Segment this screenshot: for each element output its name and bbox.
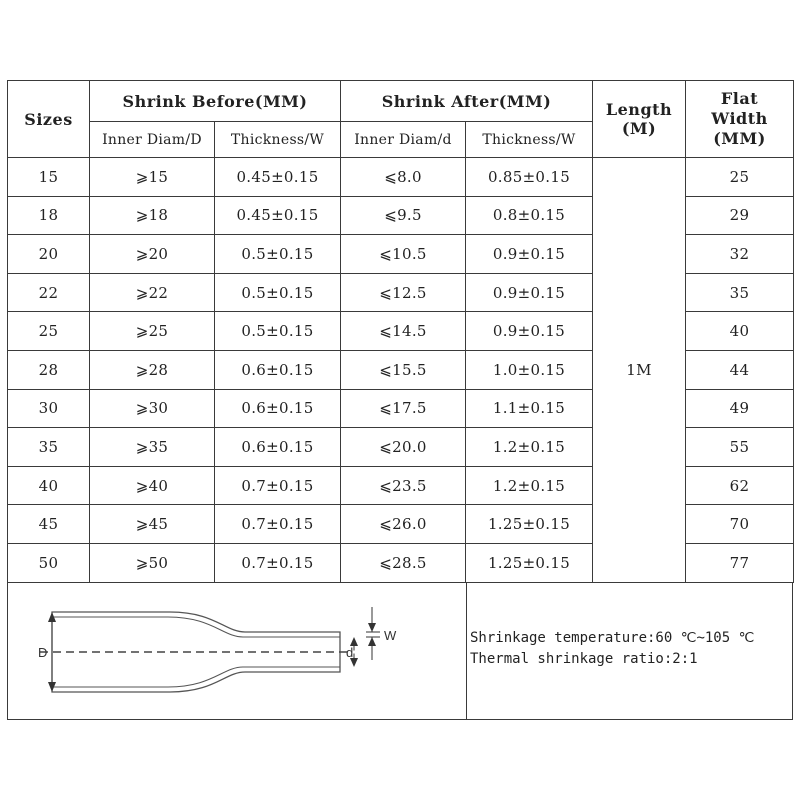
cell-size: 15 <box>8 158 90 197</box>
cell-thickness-before: 0.45±0.15 <box>215 196 341 235</box>
cell-thickness-before: 0.7±0.15 <box>215 505 341 544</box>
cell-inner-diam-D: ⩾28 <box>90 350 215 389</box>
header-length-line1: Length <box>605 100 673 119</box>
cell-flat-width: 70 <box>686 505 794 544</box>
cell-flat-width: 77 <box>686 543 794 582</box>
cell-thickness-after: 0.9±0.15 <box>466 235 593 274</box>
cell-thickness-after: 0.8±0.15 <box>466 196 593 235</box>
cell-thickness-after: 0.9±0.15 <box>466 312 593 351</box>
cell-inner-diam-D: ⩾25 <box>90 312 215 351</box>
cell-inner-diam-D: ⩾35 <box>90 428 215 467</box>
header-sizes: Sizes <box>8 81 90 158</box>
cell-thickness-before: 0.7±0.15 <box>215 466 341 505</box>
spec-table <box>7 80 794 583</box>
cell-flat-width: 32 <box>686 235 794 274</box>
tube-inner-wall-top <box>52 617 340 637</box>
tube-diagram <box>30 602 410 702</box>
cell-inner-diam-d: ⩽20.0 <box>341 428 466 467</box>
cell-inner-diam-d: ⩽12.5 <box>341 273 466 312</box>
cell-inner-diam-d: ⩽10.5 <box>341 235 466 274</box>
header-length <box>593 81 686 158</box>
tube-inner-wall-bottom <box>52 667 340 687</box>
cell-thickness-before: 0.5±0.15 <box>215 312 341 351</box>
table-body <box>8 158 794 583</box>
header-flat-width <box>686 81 794 158</box>
cell-inner-diam-d: ⩽23.5 <box>341 466 466 505</box>
cell-inner-diam-d: ⩽26.0 <box>341 505 466 544</box>
cell-size: 45 <box>8 505 90 544</box>
label-W: W <box>384 628 397 643</box>
cell-thickness-before: 0.6±0.15 <box>215 389 341 428</box>
header-flat-line3: (MM) <box>713 129 766 148</box>
cell-size: 40 <box>8 466 90 505</box>
cell-inner-diam-d: ⩽17.5 <box>341 389 466 428</box>
note-shrink-temperature: Shrinkage temperature:60 ℃~105 ℃ <box>470 630 755 646</box>
cell-flat-width: 25 <box>686 158 794 197</box>
header-shrink-before: Shrink Before(MM) <box>90 81 341 122</box>
label-d: d <box>346 645 354 660</box>
header-thickness-after: Thickness/W <box>466 122 593 158</box>
cell-thickness-after: 0.85±0.15 <box>466 158 593 197</box>
cell-thickness-before: 0.5±0.15 <box>215 273 341 312</box>
cell-thickness-before: 0.7±0.15 <box>215 543 341 582</box>
cell-inner-diam-d: ⩽15.5 <box>341 350 466 389</box>
cell-inner-diam-D: ⩾50 <box>90 543 215 582</box>
cell-thickness-after: 1.25±0.15 <box>466 543 593 582</box>
cell-size: 20 <box>8 235 90 274</box>
cell-flat-width: 49 <box>686 389 794 428</box>
cell-flat-width: 55 <box>686 428 794 467</box>
cell-thickness-after: 1.25±0.15 <box>466 505 593 544</box>
cell-inner-diam-d: ⩽28.5 <box>341 543 466 582</box>
cell-length: 1M <box>593 158 686 583</box>
header-inner-diam-D: Inner Diam/D <box>90 122 215 158</box>
cell-flat-width: 62 <box>686 466 794 505</box>
cell-size: 22 <box>8 273 90 312</box>
cell-thickness-after: 0.9±0.15 <box>466 273 593 312</box>
cell-thickness-before: 0.6±0.15 <box>215 428 341 467</box>
cell-flat-width: 40 <box>686 312 794 351</box>
header-inner-diam-d: Inner Diam/d <box>341 122 466 158</box>
header-flat-line2: Width <box>711 109 768 128</box>
cell-flat-width: 29 <box>686 196 794 235</box>
notes <box>470 628 754 670</box>
cell-thickness-before: 0.5±0.15 <box>215 235 341 274</box>
panel-divider <box>466 582 467 719</box>
cell-inner-diam-D: ⩾15 <box>90 158 215 197</box>
cell-size: 18 <box>8 196 90 235</box>
cell-inner-diam-d: ⩽8.0 <box>341 158 466 197</box>
cell-inner-diam-D: ⩾40 <box>90 466 215 505</box>
cell-size: 35 <box>8 428 90 467</box>
cell-size: 28 <box>8 350 90 389</box>
cell-thickness-before: 0.45±0.15 <box>215 158 341 197</box>
cell-size: 50 <box>8 543 90 582</box>
cell-thickness-after: 1.2±0.15 <box>466 428 593 467</box>
header-flat-line1: Flat <box>720 89 759 108</box>
header-length-line2: (M) <box>621 119 657 138</box>
cell-size: 25 <box>8 312 90 351</box>
cell-thickness-before: 0.6±0.15 <box>215 350 341 389</box>
cell-thickness-after: 1.1±0.15 <box>466 389 593 428</box>
cell-inner-diam-D: ⩾20 <box>90 235 215 274</box>
cell-thickness-after: 1.2±0.15 <box>466 466 593 505</box>
cell-inner-diam-d: ⩽14.5 <box>341 312 466 351</box>
cell-inner-diam-D: ⩾18 <box>90 196 215 235</box>
table-row <box>8 158 794 197</box>
cell-size: 30 <box>8 389 90 428</box>
cell-inner-diam-d: ⩽9.5 <box>341 196 466 235</box>
header-thickness-before: Thickness/W <box>215 122 341 158</box>
cell-inner-diam-D: ⩾30 <box>90 389 215 428</box>
cell-flat-width: 35 <box>686 273 794 312</box>
cell-inner-diam-D: ⩾45 <box>90 505 215 544</box>
cell-inner-diam-D: ⩾22 <box>90 273 215 312</box>
label-D: D <box>38 645 48 660</box>
header-shrink-after: Shrink After(MM) <box>341 81 593 122</box>
bottom-panel <box>7 582 793 720</box>
cell-thickness-after: 1.0±0.15 <box>466 350 593 389</box>
cell-flat-width: 44 <box>686 350 794 389</box>
dimension-W-arrowhead-top <box>368 623 376 632</box>
note-shrink-ratio: Thermal shrinkage ratio:2:1 <box>470 651 698 667</box>
dimension-W-arrowhead-bottom <box>368 637 376 646</box>
